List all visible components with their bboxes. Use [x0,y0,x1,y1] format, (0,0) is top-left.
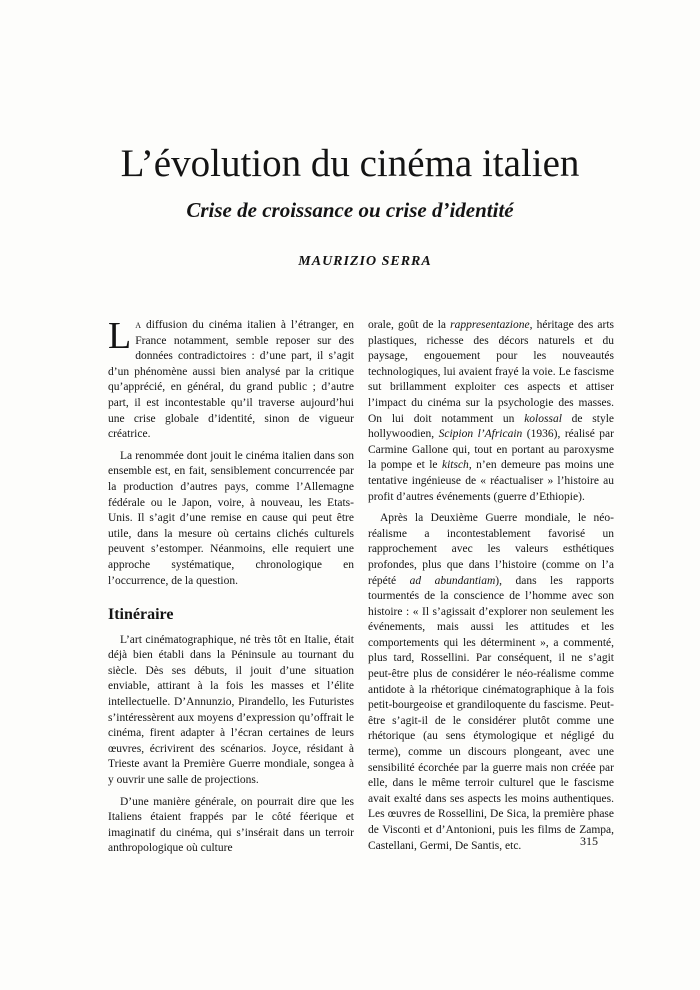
text-run: , n’en demeure pas moins une tentative ingénieuse de « réactualiser » l’histoire au profit d’autres événements (guerre d’Ethiopie). [368,459,614,503]
paragraph: La renommée dont jouit le cinéma italien dans son ensemble est, en fait, sensiblement concurrencée par la production d’autres pays, comme l’Allemagne fédérale ou le Japon, voire, à nouveau, les Etats-Unis. Il s’agit d’une remise en cause qui peut être utile, dans la mesure où certains clichés culturels peuvent s’estomper. Néanmoins, elle requiert une approche systématique, chronologique en l’occurrence, de la question. [108,449,354,587]
paragraph: D’une manière générale, on pourrait dire que les Italiens étaient frappés par le côté féerique et imaginatif du cinéma, qui s’insérait dans un terroir anthropologique où culture [108,795,354,855]
italic-term: Scipion l’Africain [438,428,523,441]
article-subtitle: Crise de croissance ou crise d’identité [186,198,514,222]
left-column [108,315,355,863]
opening-paragraph [108,315,355,443]
text-run: Après la Deuxième Guerre mondiale, le néo-réalisme a incontestablement favorisé un rapprochement avec les valeurs esthétiques profondes, plus que dans l’histoire (comme on l’a répété [368,512,614,587]
paragraph-text: diffusion du cinéma italien à l’étranger, en France notamment, semble reposer sur des données contradictoires : d’une part, il s’agit d’un phénomène aussi bien analysé par la critique qu’apprécié, en général, du grand public ; d’autre part, il est incontestable qu’il traverse aujourd’hui une crise globale d’identité, sinon de vigueur créatrice. [108,319,355,441]
text-run: , héritage des arts plastiques, richesse des décors naturels et du paysage, engouement pour les nouveautés technologiques, lui avaient frayé la voie. Le fascisme sut brillamment exploiter ces aspects et attiser l’impact du cinéma sur la psychologie des masses. On lui doit notamment un [368,319,614,425]
text-run: de style hollywoodien, [368,412,615,441]
section-heading: Itinéraire [108,606,174,624]
article-title: L’évolution du cinéma italien [120,142,580,185]
italic-term: kitsch [441,459,469,472]
text-run: (1936), réalisé par Carmine Gallone qui, tout en portant au paroxysme la pompe et le [368,428,614,472]
paragraph: L’art cinématographique, né très tôt en Italie, était déjà bien établi dans la Péninsule au tournant du siècle. Dès ses débuts, il jouit d’une situation enviable, attirant à la fois les masses et l’élite intellectuelle. D’Annunzio, Pirandello, les Futuristes s’intéressèrent aux moyens d’expression qu’offrait le cinéma, firent adapter à l’écran certaines de leurs œuvres, écrivirent des scénarios. Joyce, résidant à Trieste avant la Première Guerre mondiale, songea à y ouvrir une salle de projections. [108,633,354,787]
text-run: orale, goût de la [368,319,451,331]
drop-cap: L [108,315,132,357]
page-number: 315 [580,834,598,848]
paragraph [368,511,614,854]
lead-letter: a [135,319,141,331]
text-run: ), dans les rapports tourmentés de la conscience de l’homme avec son histoire : « Il s’agissait d’explorer non seulement les événements, mais aussi les attitudes et les comportements qui les déterminent », a commenté, plus tard, Rossellini. Par conséquent, il ne s’agit peut-être plus de considérer le néo-réalisme comme antidote à la rhétorique cinématographique à la fois petit-bourgeoise et grandiloquente du fascisme. Peut-être s’agit-il de le considérer plutôt comme une rhétorique (au sens étymologique et négligé du terme), comme un discours plongeant, avec une sensibilité écorchée par la guerre mais non créée par elle, dans le même terroir culturel que le fascisme avait exalté dans ses aspects les moins authentiques. Les œuvres de Rossellini, De Sica, la première phase de Visconti et d’Antonioni, puis les films de Zampa, Castellani, Germi, De Santis, etc. [368,574,614,852]
right-column [368,318,614,860]
italic-term: kolossal [524,412,562,425]
article-author: MAURIZIO SERRA [298,254,432,269]
italic-term: rappresentazione [450,319,530,331]
paragraph [368,318,614,505]
italic-term: ad abundantiam [409,574,496,587]
